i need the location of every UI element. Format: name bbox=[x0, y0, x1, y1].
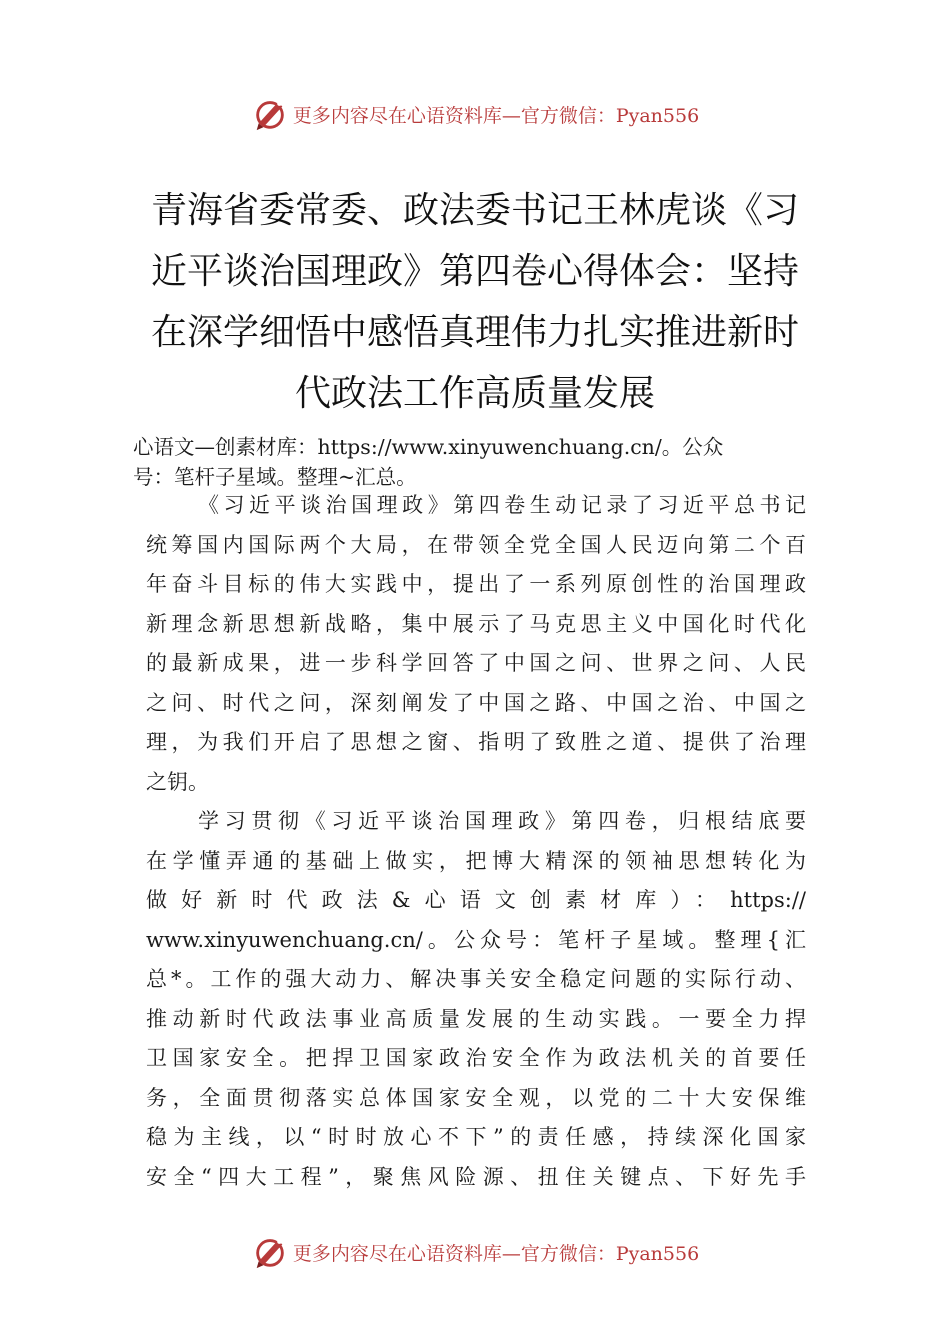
title-line: 青海省委常委、政法委书记王林虎谈《习 bbox=[150, 190, 799, 231]
source-note-line: 心语文—创素材库：https://www.xinyuwenchuang.cn/。公众 bbox=[133, 435, 724, 459]
footer-banner bbox=[0, 1230, 950, 1274]
paragraph-line: 学习贯彻《习近平谈治国理政》第四卷，归根结底要 bbox=[198, 809, 806, 833]
source-note-line: 号：笔杆子星域。整理~汇总。 bbox=[133, 465, 417, 489]
title-line: 在深学细悟中感悟真理伟力扎实推进新时 bbox=[150, 312, 799, 353]
paragraph-line: 总*。工作的强大动力、解决事关安全稳定问题的实际行动、 bbox=[146, 967, 806, 991]
pen-logo-icon bbox=[251, 95, 289, 133]
paragraph-line: 务，全面贯彻落实总体国家安全观，以党的二十大安保维 bbox=[146, 1085, 806, 1110]
title-line: 近平谈治国理政》第四卷心得体会：坚持 bbox=[150, 251, 799, 292]
paragraph-line: 理，为我们开启了思想之窗、指明了致胜之道、提供了治理 bbox=[146, 730, 806, 754]
paragraph-line: www.xinyuwenchuang.cn/。公众号：笔杆子星域。整理{汇 bbox=[146, 927, 806, 952]
paragraph-line: 新理念新思想新战略，集中展示了马克思主义中国化时代化 bbox=[146, 611, 806, 636]
header-banner bbox=[0, 92, 950, 136]
paragraph-line: 之问、时代之问，深刻阐发了中国之路、中国之治、中国之 bbox=[146, 690, 806, 715]
paragraph-line: 推动新时代政法事业高质量发展的生动实践。一要全力捍 bbox=[146, 1006, 806, 1031]
paragraph-line: 做好新时代政法&心语文创素材库）：https:// bbox=[146, 888, 806, 912]
pen-logo-icon bbox=[251, 1233, 289, 1271]
document-title bbox=[130, 180, 820, 424]
paragraph-2 bbox=[146, 802, 806, 1197]
banner-text: 更多内容尽在心语资料库—官方微信：Pyan556 bbox=[292, 1242, 700, 1265]
paragraph-line: 年奋斗目标的伟大实践中，提出了一系列原创性的治国理政 bbox=[146, 572, 806, 596]
paragraph-1 bbox=[146, 486, 806, 802]
banner-text: 更多内容尽在心语资料库—官方微信：Pyan556 bbox=[292, 104, 700, 127]
paragraph-line: 统筹国内国际两个大局，在带领全党全国人民迈向第二个百 bbox=[146, 532, 806, 557]
paragraph-line: 《习近平谈治国理政》第四卷生动记录了习近平总书记 bbox=[198, 493, 806, 517]
paragraph-line: 安全“四大工程”，聚焦风险源、扭住关键点、下好先手 bbox=[146, 1164, 806, 1189]
paragraph-line: 卫国家安全。把捍卫国家政治安全作为政法机关的首要任 bbox=[146, 1046, 806, 1070]
paragraph-line: 稳为主线，以“时时放心不下”的责任感，持续深化国家 bbox=[146, 1125, 806, 1149]
paragraph-line: 的最新成果，进一步科学回答了中国之问、世界之问、人民 bbox=[146, 651, 806, 675]
source-note bbox=[133, 432, 833, 492]
paragraph-line: 之钥。 bbox=[146, 769, 209, 794]
title-line: 代政法工作高质量发展 bbox=[294, 373, 655, 414]
paragraph-line: 在学懂弄通的基础上做实，把博大精深的领袖思想转化为 bbox=[146, 848, 806, 873]
